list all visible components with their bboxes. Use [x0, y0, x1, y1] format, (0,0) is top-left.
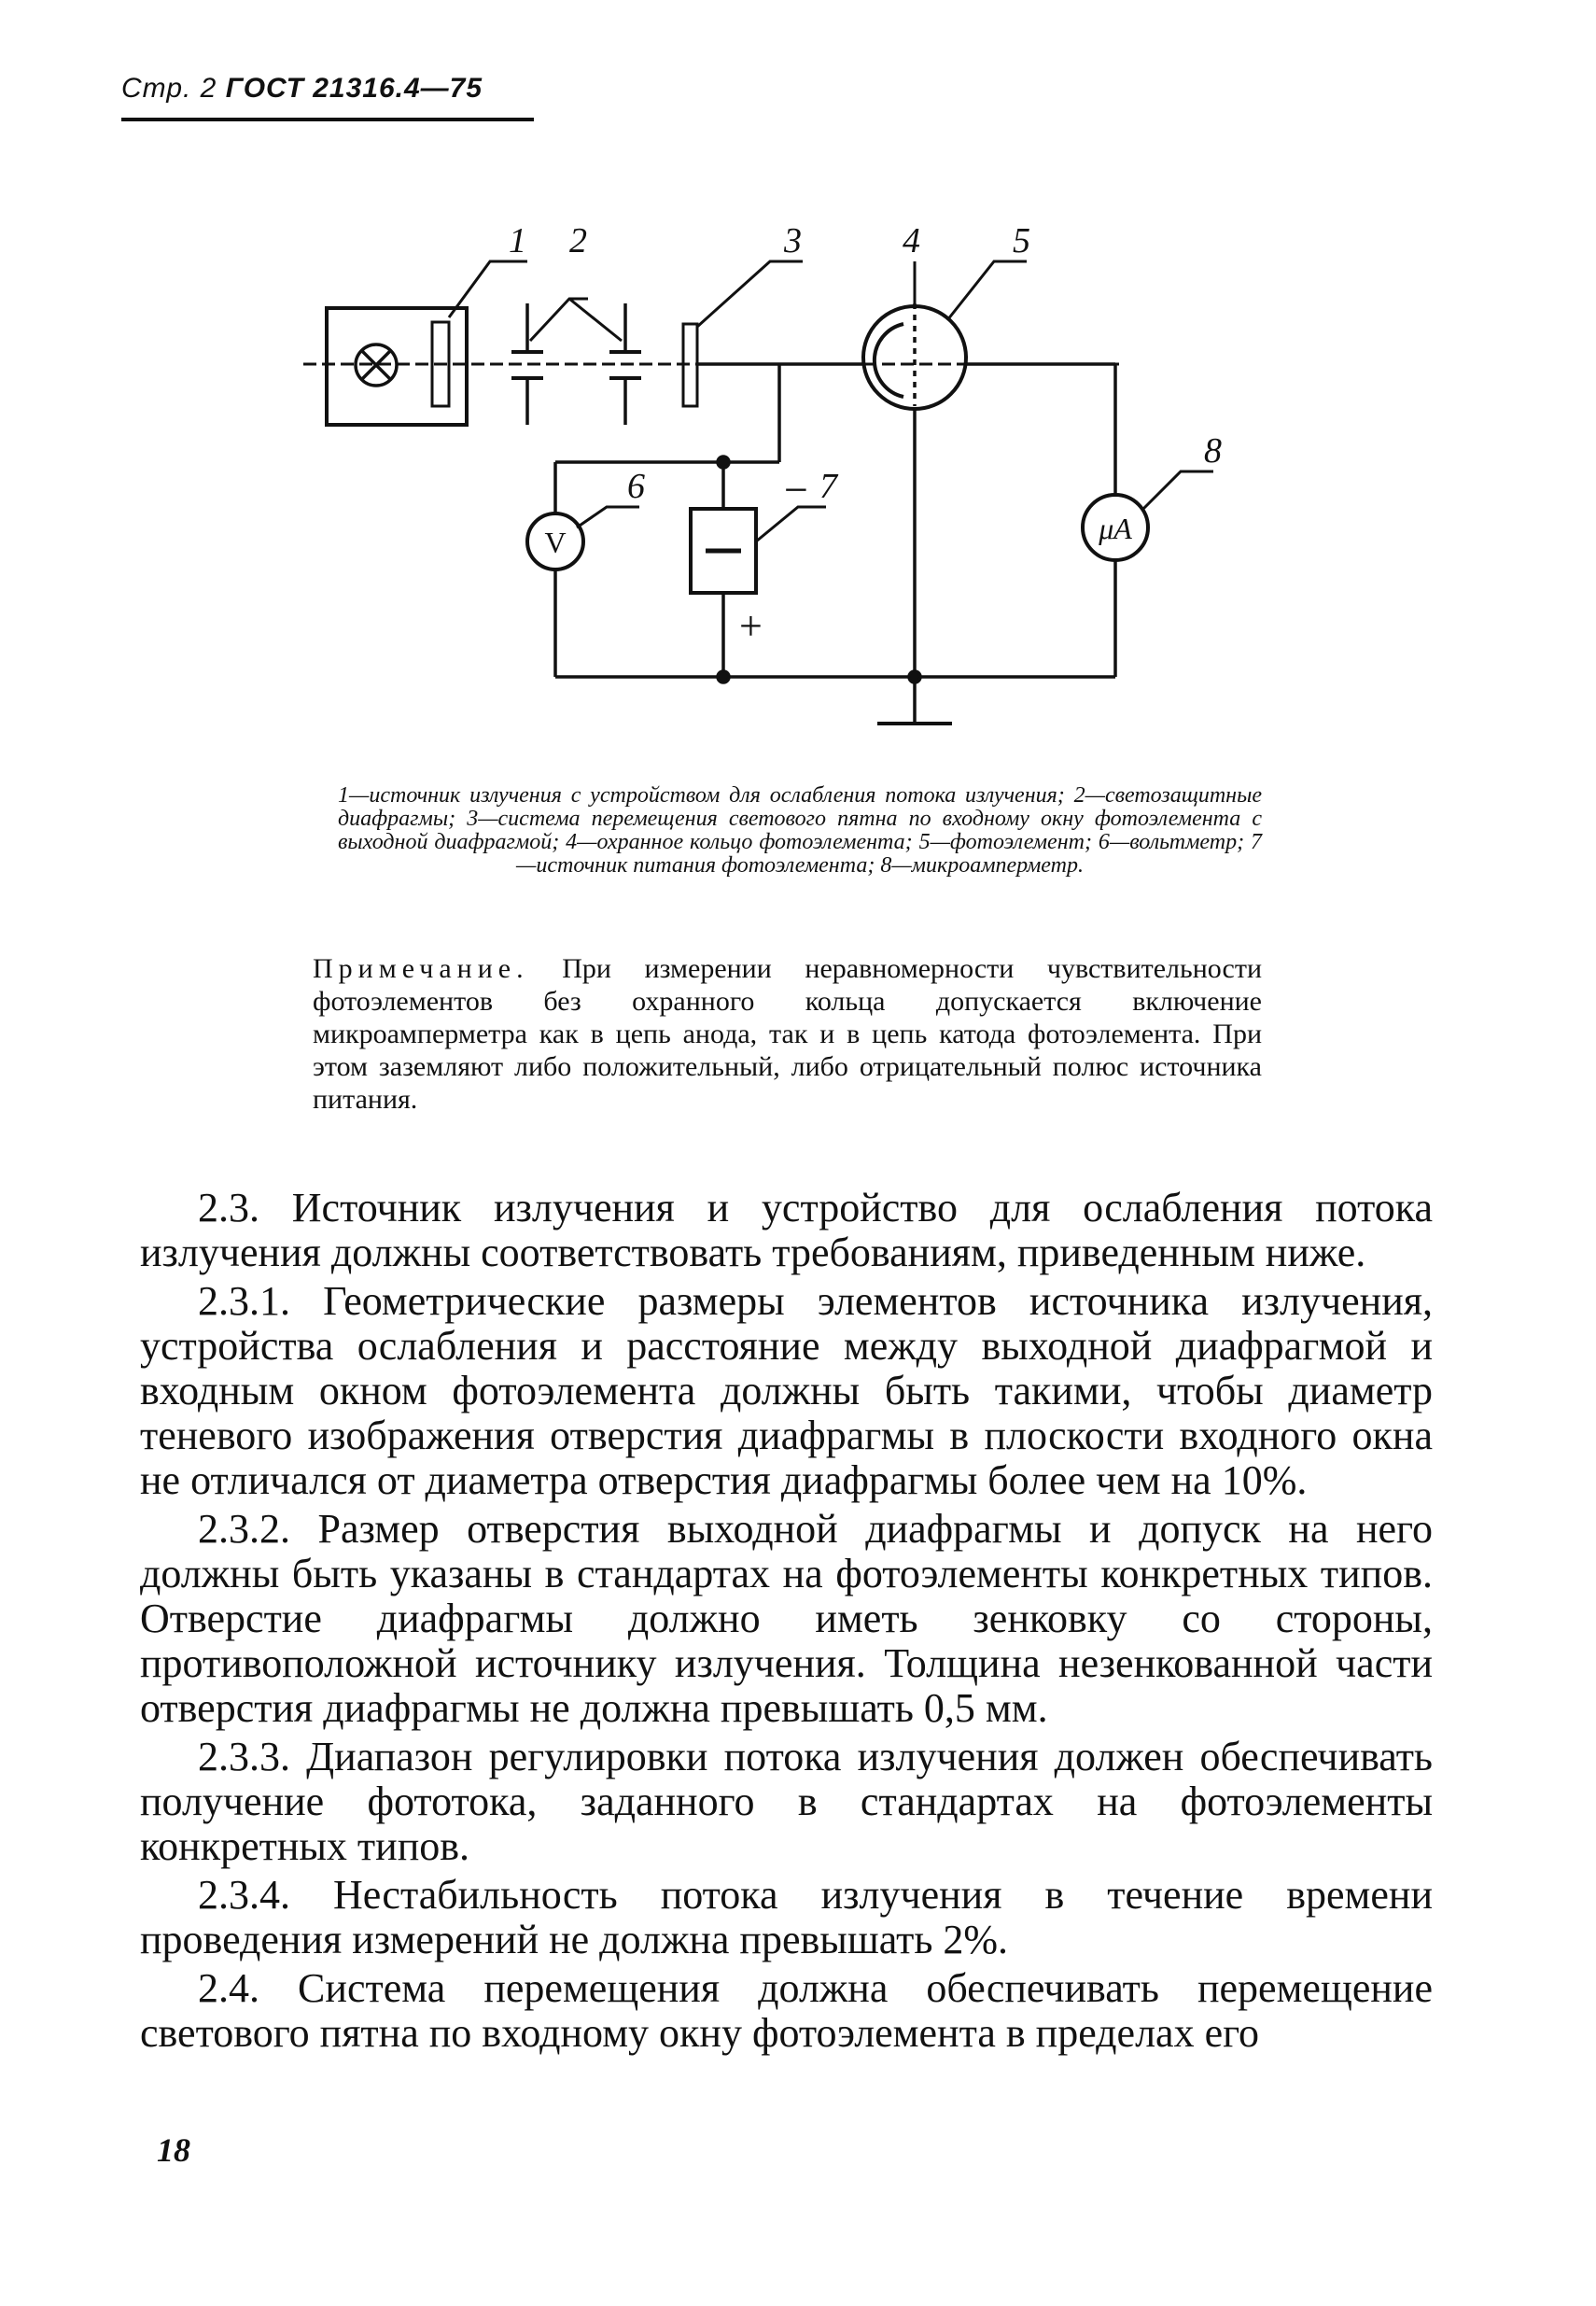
label-8: 8	[1204, 431, 1222, 471]
label-2: 2	[569, 221, 587, 260]
paragraph-2-3-4: 2.3.4. Нестабильность потока излучения в течение времени проведения измерений не должна превышать 2%.	[140, 1872, 1433, 1962]
document-id: ГОСТ 21316.4—75	[225, 73, 483, 104]
page-label: Стр. 2	[121, 73, 217, 104]
label-4: 4	[903, 221, 920, 260]
minus-sign: −	[784, 466, 808, 513]
plus-sign: +	[739, 603, 763, 649]
paragraph-2-3-2: 2.3.2. Размер отверстия выходной диафрагмы и допуск на него должны быть указаны в стандартах на фотоэлементы конкретных типов. Отверстие диафрагмы должно иметь зенковку со стороны, противоположной источнику излучения. Толщина незенкованной части отверстия диафрагмы не должна превышать 0,5 мм.	[140, 1506, 1433, 1731]
note-text: При измерении неравномерности чувствительности фотоэлементов без охранного кольца допускается включение микроамперметра как в цепь анода, так и в цепь катода фотоэлемента. При этом заземляют либо положительный, либо отрицательный полюс источника питания.	[313, 953, 1262, 1115]
note	[313, 952, 1262, 1116]
paragraph-2-3: 2.3. Источник излучения и устройство для ослабления потока излучения должны соответствовать требованиям, приведенным ниже.	[140, 1185, 1433, 1275]
header-rule	[121, 118, 534, 121]
circuit-diagram	[280, 210, 1260, 752]
label-6: 6	[627, 467, 645, 506]
paragraph-2-3-3: 2.3.3. Диапазон регулировки потока излучения должен обеспечивать получение фототока, заданного в стандартах на фотоэлементы конкретных типов.	[140, 1734, 1433, 1869]
microammeter-symbol: μA	[1099, 512, 1132, 545]
page-number: 18	[157, 2131, 190, 2169]
note-label: Примечание.	[313, 953, 529, 984]
page-header	[121, 73, 483, 105]
paragraph-2-4: 2.4. Система перемещения должна обеспечивать перемещение светового пятна по входному окну фотоэлемента в пределах его	[140, 1965, 1433, 2056]
label-7: 7	[819, 467, 837, 506]
label-3: 3	[784, 221, 802, 260]
paragraph-2-3-1: 2.3.1. Геометрические размеры элементов источника излучения, устройства ослабления и расстояние между выходной диафрагмой и входным окном фотоэлемента должны быть такими, чтобы диаметр теневого изображения отверстия диафрагмы в плоскости входного окна не отличался от диаметра отверстия диафрагмы более чем на 10%.	[140, 1278, 1433, 1503]
label-5: 5	[1013, 221, 1030, 260]
voltmeter-symbol: V	[544, 526, 567, 559]
figure-caption: 1—источник излучения с устройством для ослабления потока излучения; 2—светозащитные диафрагмы; 3—система перемещения светового пятна по входному окну фотоэлемента с выходной диафрагмой; 4—охранное кольцо фотоэлемента; 5—фотоэлемент; 6—вольтметр; 7—источник питания фотоэлемента; 8—микроамперметр.	[338, 783, 1262, 878]
body-text	[140, 1186, 1433, 2060]
label-1: 1	[509, 221, 526, 260]
